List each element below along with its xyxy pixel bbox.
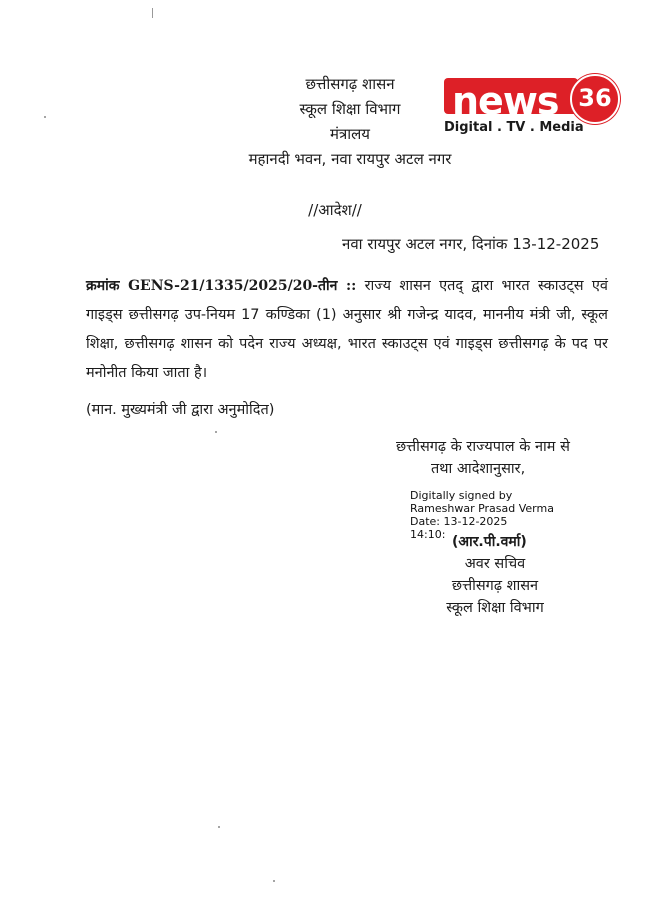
logo-tagline: Digital . TV . Media xyxy=(444,120,584,135)
letterhead xyxy=(230,72,470,172)
digital-signature-time: 14:10: xyxy=(410,528,446,541)
digital-signature-line-1: Digitally signed by xyxy=(410,489,513,502)
letterhead-address: महानदी भवन, नवा रायपुर अटल नगर xyxy=(248,150,452,168)
letterhead-government: छत्तीसगढ़ शासन xyxy=(305,75,395,93)
logo-number: 36 xyxy=(578,84,612,112)
scan-speck xyxy=(44,116,46,118)
signatory-designation: अवर सचिव xyxy=(464,556,526,572)
logo-word: news xyxy=(452,79,559,123)
governor-line-1: छत्तीसगढ़ के राज्यपाल के नाम से xyxy=(396,439,570,455)
order-reference-number: क्रमांक GENS-21/1335/2025/20-तीन :: xyxy=(86,278,357,294)
order-body xyxy=(86,272,608,388)
digital-signature-date: Date: 13-12-2025 xyxy=(410,515,508,528)
order-date-line: नवा रायपुर अटल नगर, दिनांक 13-12-2025 xyxy=(342,235,600,253)
scan-mark xyxy=(152,8,153,18)
signatory-department: स्कूल शिक्षा विभाग xyxy=(446,600,544,616)
scan-speck xyxy=(215,431,217,433)
governor-line-2: तथा आदेशानुसार, xyxy=(431,461,526,477)
letterhead-department: स्कूल शिक्षा विभाग xyxy=(299,100,401,118)
scan-speck xyxy=(273,880,275,882)
scan-speck xyxy=(218,826,220,828)
signatory-name: (आर.पी.वर्मा) xyxy=(452,534,527,550)
signatory-details xyxy=(415,553,575,619)
approval-note: (मान. मुख्यमंत्री जी द्वारा अनुमोदित) xyxy=(86,402,275,418)
logo-number-badge xyxy=(570,74,620,124)
order-body-text: राज्य शासन एतद् द्वारा भारत स्काउट्स एवं गाइड्स छत्तीसगढ़ उप-नियम 17 कण्डिका (1) अनुसार श्री गजेन्द्र यादव, माननीय मंत्री जी, स्कूल शिक्षा, छत्तीसगढ़ शासन को पदेन राज्य अध्यक्ष, भारत स्काउट्स एवं गाइड्स छत्तीसगढ़ के पद पर मनोनीत किया जाता है। xyxy=(86,278,608,381)
letterhead-ministry: मंत्रालय xyxy=(329,125,370,143)
signatory-organization: छत्तीसगढ़ शासन xyxy=(451,578,539,594)
digital-signature-name: Rameshwar Prasad Verma xyxy=(410,502,554,515)
order-heading: //आदेश// xyxy=(308,201,362,219)
governor-authority xyxy=(396,436,618,480)
